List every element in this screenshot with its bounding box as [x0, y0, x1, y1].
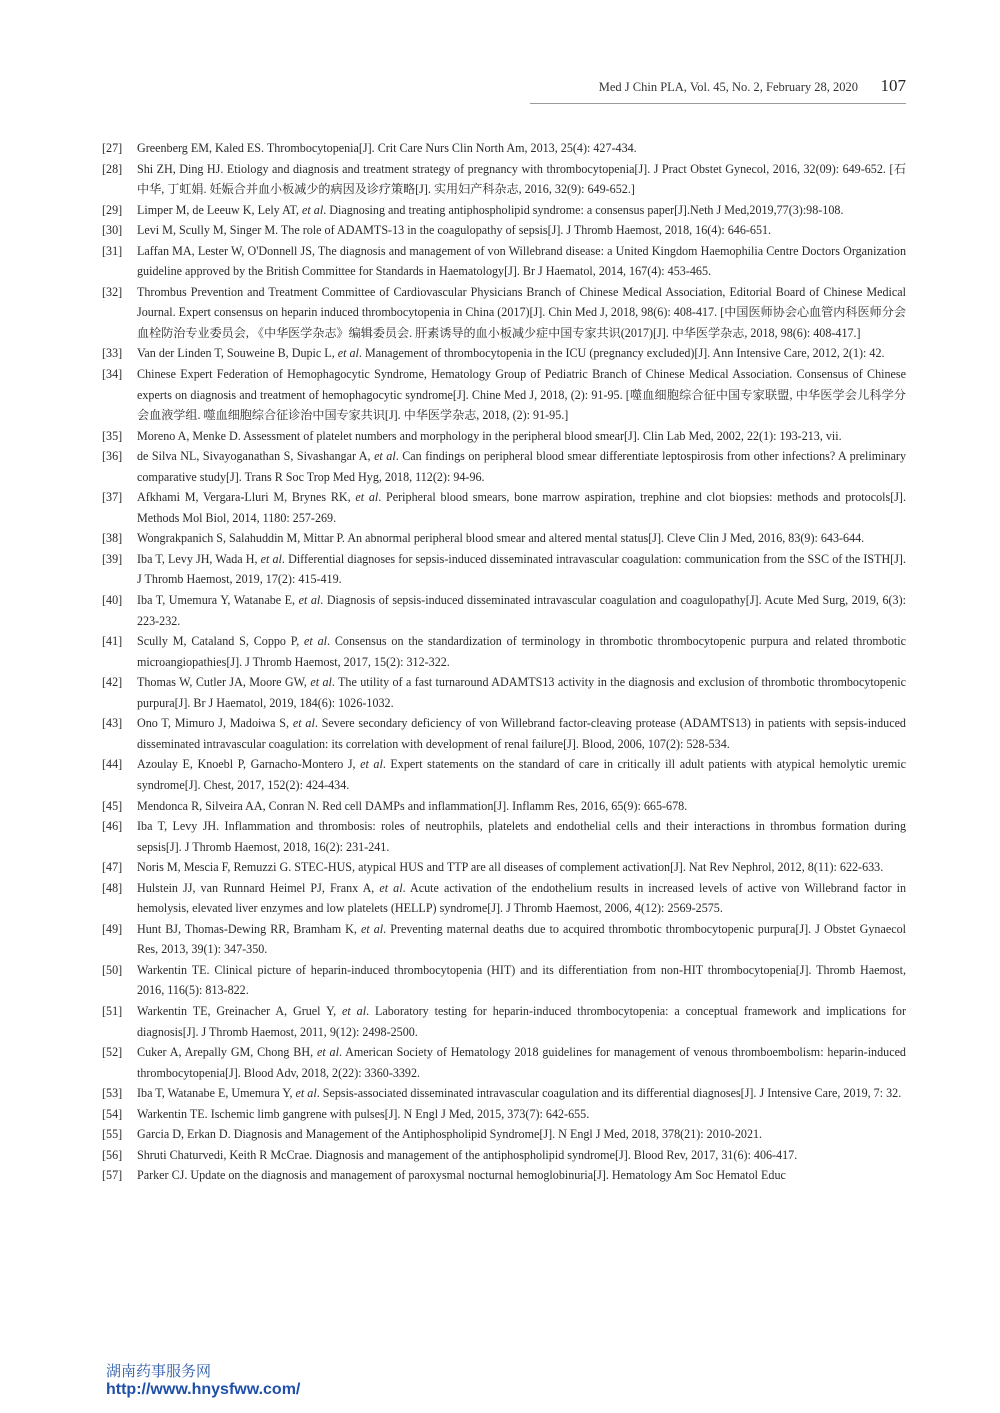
- reference-body: Warkentin TE. Clinical picture of heparin-induced thrombocytopenia (HIT) and its differentiation from non-HIT thrombocytopenia[J]. Thromb Haemost, 2016, 116(5): 813-822.: [137, 962, 906, 998]
- reference-number: [52]: [102, 1045, 123, 1060]
- reference-body-continued: . Sepsis-associated disseminated intravascular coagulation and its differential diagnoses[J]. J Intensive Care, 2019, 7: 32.: [316, 1086, 902, 1101]
- reference-number: [31]: [102, 243, 123, 258]
- et-al-italic: et al: [260, 551, 282, 566]
- site-url-link[interactable]: http://www.hnysfww.com/: [106, 1381, 301, 1398]
- reference-number: [45]: [102, 798, 123, 813]
- reference-item: [102, 220, 906, 241]
- reference-number: [37]: [102, 490, 123, 505]
- reference-text: [137, 1124, 906, 1145]
- reference-text: [137, 159, 906, 200]
- running-header: [530, 74, 906, 104]
- reference-body: Scully M, Cataland S, Coppo P,: [137, 634, 305, 649]
- reference-item: [102, 878, 906, 919]
- reference-body: Levi M, Scully M, Singer M. The role of ADAMTS-13 in the coagulopathy of sepsis[J]. J Thromb Haemost, 2018, 16(4): 646-651.: [137, 223, 772, 238]
- reference-item: [102, 528, 906, 549]
- reference-item: [102, 960, 906, 1001]
- reference-item: [102, 1104, 906, 1125]
- reference-item: [102, 672, 906, 713]
- reference-body: Iba T, Levy JH. Inflammation and thrombosis: roles of neutrophils, platelets and endothelial cells and their interactions in thrombus formation during sepsis[J]. J Thromb Haemost, 2018, 16(2): 231-241.: [137, 819, 906, 854]
- reference-text: [137, 282, 906, 344]
- reference-number: [38]: [102, 531, 123, 546]
- reference-body: Chinese Expert Federation of Hemophagocytic Syndrome, Hematology Group of Pediatric Branch of Chinese Medical Association. Consensus of Chinese experts on diagnosis and treatment of hemophagocytic syndrome[J]. Chine Med J, 2018, (2): 91-95. [噬血细胞综合征中国专家联盟, 中华医学会儿科学分会血液学组. 噬血细胞综合征诊治中国专家共识[J]. 中华医学杂志, 2018, (2): 91-95.]: [137, 367, 906, 423]
- reference-body-continued: . Consensus on the standardization of terminology in thrombotic thrombocytopenic purpura and related thrombotic microangiopathies[J]. J Thromb Haemost, 2017, 15(2): 312-322.: [137, 634, 906, 669]
- reference-body: Iba T, Umemura Y, Watanabe E,: [137, 593, 299, 608]
- reference-text: [137, 528, 906, 549]
- reference-body-continued: . Diagnosis of sepsis-induced disseminated intravascular coagulation and coagulopathy[J]. Acute Med Surg, 2019, 6(3): 223-232.: [137, 593, 906, 628]
- reference-number: [42]: [102, 675, 123, 690]
- reference-number: [43]: [102, 716, 123, 731]
- reference-number: [40]: [102, 593, 123, 608]
- reference-body: Shruti Chaturvedi, Keith R McCrae. Diagnosis and management of the antiphospholipid syndrome[J]. Blood Rev, 2017, 31(6): 406-417.: [137, 1147, 798, 1162]
- reference-number: [41]: [102, 634, 123, 649]
- reference-text: [137, 713, 906, 754]
- reference-text: [137, 138, 906, 159]
- reference-text: [137, 220, 906, 241]
- reference-body: Van der Linden T, Souweine B, Dupic L,: [137, 346, 338, 361]
- reference-text: [137, 672, 906, 713]
- reference-number: [32]: [102, 284, 123, 299]
- reference-item: [102, 816, 906, 857]
- reference-item: [102, 1165, 906, 1186]
- reference-body-continued: . Management of thrombocytopenia in the ICU (pregnancy excluded)[J]. Ann Intensive Care, 2012, 2(1): 42.: [358, 346, 885, 361]
- reference-text: [137, 960, 906, 1001]
- reference-body-continued: . Diagnosing and treating antiphospholipid syndrome: a consensus paper[J].Neth J Med,2019,77(3):98-108.: [323, 202, 844, 217]
- et-al-italic: et al: [302, 202, 324, 217]
- reference-text: [137, 1042, 906, 1083]
- reference-body: Wongrakpanich S, Salahuddin M, Mittar P. An abnormal peripheral blood smear and altered mental status[J]. Cleve Clin J Med, 2016, 83(9): 643-644.: [137, 531, 865, 546]
- et-al-italic: et al: [292, 716, 315, 731]
- reference-number: [49]: [102, 921, 123, 936]
- reference-number: [39]: [102, 551, 123, 566]
- reference-body: Moreno A, Menke D. Assessment of platelet numbers and morphology in the peripheral blood smear[J]. Clin Lab Med, 2002, 22(1): 193-213, vii.: [137, 428, 842, 443]
- reference-number: [56]: [102, 1147, 123, 1162]
- reference-text: [137, 241, 906, 282]
- reference-text: [137, 878, 906, 919]
- site-watermark: [106, 1362, 300, 1400]
- et-al-italic: et al: [342, 1003, 367, 1018]
- reference-text: [137, 1001, 906, 1042]
- reference-text: [137, 1104, 906, 1125]
- reference-text: [137, 200, 906, 221]
- reference-item: [102, 241, 906, 282]
- reference-item: [102, 549, 906, 590]
- reference-number: [28]: [102, 161, 123, 176]
- reference-number: [53]: [102, 1086, 123, 1101]
- reference-item: [102, 796, 906, 817]
- reference-body: Cuker A, Arepally GM, Chong BH,: [137, 1045, 317, 1060]
- reference-number: [34]: [102, 367, 123, 382]
- reference-text: [137, 1145, 906, 1166]
- reference-body-continued: . The utility of a fast turnaround ADAMTS13 activity in the diagnosis and exclusion of thrombotic thrombocytopenic purpura[J]. Br J Haematol, 2019, 184(6): 1026-1032.: [137, 675, 906, 710]
- reference-text: [137, 796, 906, 817]
- reference-number: [27]: [102, 141, 123, 155]
- reference-body-continued: . Acute activation of the endothelium results in increased levels of active von Willebrand factor in hemolysis, elevated liver enzymes and low platelets (HELLP) syndrome[J]. J Thromb Haemost, 2006, 4(12): 2569-2575.: [137, 880, 906, 916]
- reference-text: [137, 919, 906, 960]
- reference-item: [102, 487, 906, 528]
- reference-text: [137, 754, 906, 795]
- reference-body: Thomas W, Cutler JA, Moore GW,: [137, 675, 311, 690]
- reference-item: [102, 1083, 906, 1104]
- reference-body: Ono T, Mimuro J, Madoiwa S,: [137, 716, 293, 731]
- reference-body: Iba T, Levy JH, Wada H,: [137, 551, 261, 566]
- reference-body-continued: . Laboratory testing for heparin-induced thrombocytopenia: a conceptual framework and implications for diagnosis[J]. J Thromb Haemost, 2011, 9(12): 2498-2500.: [137, 1003, 906, 1039]
- reference-number: [33]: [102, 346, 123, 361]
- reference-body: Azoulay E, Knoebl P, Garnacho-Montero J,: [137, 757, 361, 772]
- reference-body: Hulstein JJ, van Runnard Heimel PJ, Franx A,: [137, 880, 380, 895]
- reference-number: [30]: [102, 223, 123, 238]
- et-al-italic: et al: [304, 634, 328, 649]
- reference-body-continued: . Expert statements on the standard of care in critically ill adult patients with atypical hemolytic uremic syndrome[J]. Chest, 2017, 152(2): 424-434.: [137, 757, 906, 792]
- reference-text: [137, 364, 906, 426]
- reference-body: Warkentin TE, Greinacher A, Gruel Y,: [137, 1003, 343, 1018]
- reference-item: [102, 200, 906, 221]
- reference-number: [47]: [102, 860, 123, 875]
- reference-body: Thrombus Prevention and Treatment Committee of Cardiovascular Physicians Branch of Chinese Medical Association, Editorial Board of Chinese Medical Journal. Expert consensus on heparin induced thrombocytopenia in China (2017)[J]. Chin Med J, 2018, 98(6): 408-417. [中国医师协会心血管内科医师分会血栓防治专业委员会, 《中华医学杂志》编辑委员会. 肝素诱导的血小板减少症中国专家共识(2017)[J]. 中华医学杂志, 2018, 98(6): 408-417.]: [137, 284, 906, 340]
- et-al-italic: et al: [360, 921, 384, 936]
- reference-item: [102, 1042, 906, 1083]
- reference-text: [137, 816, 906, 857]
- reference-body-continued: . Severe secondary deficiency of von Willebrand factor-cleaving protease (ADAMTS13) in patients with sepsis-induced disseminated intravascular coagulation: its correlation with development of renal failure[J]. Blood, 2006, 107(2): 528-534.: [137, 716, 906, 751]
- et-al-italic: et al: [355, 490, 379, 505]
- et-al-italic: et al: [374, 449, 396, 464]
- reference-item: [102, 713, 906, 754]
- reference-body-continued: . Can findings on peripheral blood smear differentiate leptospirosis from other infections? A preliminary comparative study[J]. Trans R Soc Trop Med Hyg, 2018, 112(2): 94-96.: [137, 449, 907, 484]
- reference-number: [46]: [102, 819, 123, 834]
- reference-text: [137, 549, 906, 590]
- reference-body-continued: . Differential diagnoses for sepsis-induced disseminated intravascular coagulation: communication from the SSC of the ISTH[J]. J Thromb Haemost, 2019, 17(2): 415-419.: [137, 551, 906, 587]
- reference-text: [137, 426, 906, 447]
- reference-text: [137, 1165, 906, 1186]
- reference-number: [51]: [102, 1003, 123, 1018]
- reference-item: [102, 1001, 906, 1042]
- reference-item: [102, 1124, 906, 1145]
- reference-body: Shi ZH, Ding HJ. Etiology and diagnosis and treatment strategy of pregnancy with thrombocytopenia[J]. J Pract Obstet Gynecol, 2016, 32(09): 649-652. [石中华, 丁虹娟. 妊娠合并血小板减少的病因及诊疗策略[J]. 实用妇产科杂志, 2016, 32(9): 649-652.]: [137, 161, 906, 197]
- reference-item: [102, 364, 906, 426]
- et-al-italic: et al: [298, 593, 321, 608]
- et-al-italic: et al: [295, 1086, 317, 1101]
- reference-list: [102, 138, 906, 1186]
- page-number: 107: [880, 76, 906, 95]
- reference-body-continued: . American Society of Hematology 2018 guidelines for management of venous thromboembolism: heparin-induced thrombocytopenia[J]. Blood Adv, 2018, 2(22): 3360-3392.: [137, 1045, 906, 1080]
- et-al-italic: et al: [379, 880, 403, 895]
- reference-text: [137, 487, 906, 528]
- reference-text: [137, 590, 906, 631]
- reference-item: [102, 138, 906, 159]
- reference-item: [102, 857, 906, 878]
- reference-item: [102, 446, 906, 487]
- reference-item: [102, 343, 906, 364]
- reference-text: [137, 343, 906, 364]
- reference-body: Hunt BJ, Thomas-Dewing RR, Bramham K,: [137, 921, 361, 936]
- reference-text: [137, 446, 906, 487]
- reference-number: [55]: [102, 1127, 123, 1142]
- reference-number: [57]: [102, 1168, 123, 1183]
- reference-item: [102, 1145, 906, 1166]
- reference-body: Iba T, Watanabe E, Umemura Y,: [137, 1086, 296, 1101]
- reference-item: [102, 159, 906, 200]
- reference-body: Warkentin TE. Ischemic limb gangrene with pulses[J]. N Engl J Med, 2015, 373(7): 642-655.: [137, 1106, 590, 1121]
- reference-body: Laffan MA, Lester W, O'Donnell JS, The diagnosis and management of von Willebrand disease: a United Kingdom Haemophilia Centre Doctors Organization guideline approved by the British Committee for Standards in Haematology[J]. Br J Haematol, 2014, 167(4): 453-465.: [137, 243, 906, 279]
- reference-number: [48]: [102, 880, 123, 895]
- et-al-italic: et al: [316, 1045, 339, 1060]
- reference-item: [102, 919, 906, 960]
- reference-body: de Silva NL, Sivayoganathan S, Sivashangar A,: [137, 449, 375, 464]
- reference-item: [102, 631, 906, 672]
- reference-text: [137, 1083, 906, 1104]
- reference-body-continued: . Preventing maternal deaths due to acquired thrombotic thrombocytopenic purpura[J]. J Obstet Gynaecol Res, 2013, 39(1): 347-350.: [137, 921, 906, 957]
- reference-body: Greenberg EM, Kaled ES. Thrombocytopenia[J]. Crit Care Nurs Clin North Am, 2013, 25(4): 427-434.: [137, 141, 637, 155]
- reference-body: Parker CJ. Update on the diagnosis and management of paroxysmal nocturnal hemoglobinuria[J]. Hematology Am Soc Hematol Educ: [137, 1168, 786, 1183]
- reference-number: [50]: [102, 962, 123, 977]
- reference-body: Afkhami M, Vergara-Lluri M, Brynes RK,: [137, 490, 356, 505]
- reference-body: Mendonca R, Silveira AA, Conran N. Red cell DAMPs and inflammation[J]. Inflamm Res, 2016, 65(9): 665-678.: [137, 798, 688, 813]
- et-al-italic: et al: [337, 346, 359, 361]
- reference-number: [54]: [102, 1106, 123, 1121]
- reference-number: [29]: [102, 202, 123, 217]
- reference-item: [102, 426, 906, 447]
- et-al-italic: et al: [360, 757, 383, 772]
- et-al-italic: et al: [310, 675, 332, 690]
- site-name: 湖南药事服务网: [106, 1362, 212, 1380]
- reference-item: [102, 590, 906, 631]
- reference-body: Noris M, Mescia F, Remuzzi G. STEC-HUS, atypical HUS and TTP are all diseases of complement activation[J]. Nat Rev Nephrol, 2012, 8(11): 622-633.: [137, 860, 884, 875]
- reference-number: [44]: [102, 757, 123, 772]
- reference-body: Limper M, de Leeuw K, Lely AT,: [137, 202, 303, 217]
- reference-item: [102, 282, 906, 344]
- reference-number: [35]: [102, 428, 123, 443]
- reference-text: [137, 857, 906, 878]
- reference-text: [137, 631, 906, 672]
- reference-item: [102, 754, 906, 795]
- journal-citation: Med J Chin PLA, Vol. 45, No. 2, February 28, 2020: [598, 80, 858, 94]
- reference-body: Garcia D, Erkan D. Diagnosis and Management of the Antiphospholipid Syndrome[J]. N Engl J Med, 2018, 378(21): 2010-2021.: [137, 1127, 763, 1142]
- reference-body-continued: . Peripheral blood smears, bone marrow aspiration, trephine and clot biopsies: methods and protocols[J]. Methods Mol Biol, 2014, 1180: 257-269.: [137, 490, 906, 525]
- reference-number: [36]: [102, 449, 123, 464]
